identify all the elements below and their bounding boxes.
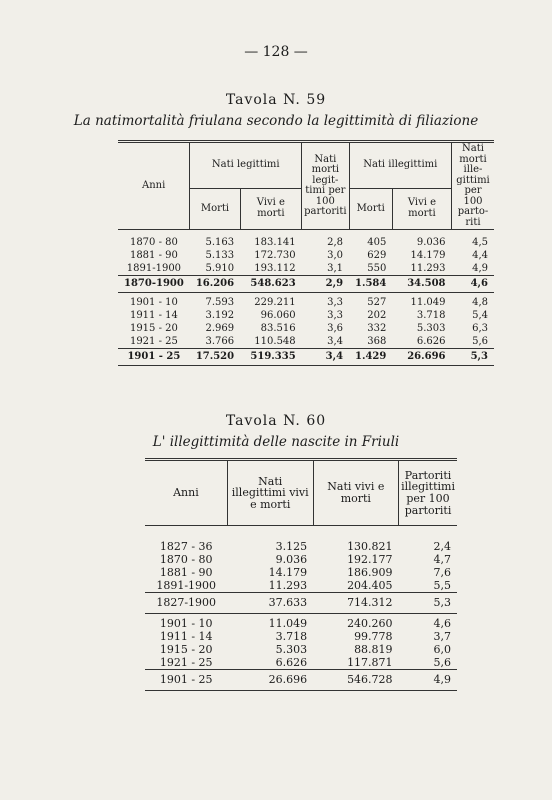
cell-vivi-e-morti-illegittimi: 14.179 (410, 250, 446, 261)
table-row-total (145, 593, 457, 614)
table-row (118, 322, 494, 335)
table-row (118, 262, 494, 276)
cell-nati: 546.728 (313, 670, 398, 691)
cell-partoriti: 3,7 (433, 630, 451, 643)
cell-vivi-e-morti-legittimi: 548.623 (240, 276, 302, 293)
cell-anni: 1891-1900 (156, 579, 217, 592)
cell-morti-illegittimi: 405 (367, 237, 387, 248)
cell-vivi-e-morti-illegittimi: 5.303 (416, 323, 446, 334)
cell-partoriti: 4,7 (433, 553, 451, 566)
cell-vivi-e-morti-legittimi: 519.335 (240, 349, 302, 366)
cell-anni: 1901 - 10 (159, 617, 213, 630)
cell-partoriti: 5,3 (399, 593, 457, 614)
cell-vivi-e-morti-illegittimi: 6.626 (416, 336, 446, 347)
cell-nati: 186.909 (347, 566, 393, 579)
cell-nati-morti-legittimi: 3,0 (327, 250, 344, 261)
cell-nati-morti-illegittimi: 4,9 (472, 263, 488, 274)
header-nati-morti-illegittimi: Nati morti ille- gittimi per 100 parto- riti (452, 142, 495, 230)
cell-vivi-e-morti-illegittimi: 11.293 (410, 263, 446, 274)
cell-anni: 1901 - 25 (145, 670, 227, 691)
cell-morti-legittimi: 16.206 (190, 276, 240, 293)
cell-nati-morti-illegittimi: 4,6 (452, 276, 495, 293)
cell-nati: 240.260 (347, 617, 393, 630)
cell-partoriti: 5,5 (433, 579, 451, 592)
cell-nati: 192.177 (347, 553, 393, 566)
cell-morti-legittimi: 2.969 (205, 323, 235, 334)
table-row (145, 656, 457, 670)
cell-nati-illegittimi: 3.718 (275, 630, 308, 643)
table-row (118, 249, 494, 262)
table-row (145, 579, 457, 593)
cell-anni: 1870 - 80 (159, 553, 213, 566)
header-vivi-e-morti-illegittimi: Vivi e morti (392, 188, 451, 229)
cell-nati-illegittimi: 11.293 (268, 579, 308, 592)
cell-partoriti: 4,9 (399, 670, 457, 691)
cell-morti-legittimi: 5.910 (205, 263, 235, 274)
cell-nati-morti-illegittimi: 4,5 (472, 237, 488, 248)
cell-anni: 1881 - 90 (159, 566, 213, 579)
cell-morti-legittimi: 3.192 (205, 310, 235, 321)
cell-morti-illegittimi: 368 (367, 336, 387, 347)
cell-nati-morti-legittimi: 3,4 (302, 349, 349, 366)
cell-morti-illegittimi: 202 (367, 310, 387, 321)
cell-nati-morti-illegittimi: 5,3 (452, 349, 495, 366)
table2-illegittimita (145, 458, 457, 691)
table-row (118, 296, 494, 309)
header-partoriti-illegittimi: Partoriti illegittimi per 100 partoriti (399, 460, 457, 526)
cell-morti-legittimi: 5.133 (205, 250, 235, 261)
cell-morti-illegittimi: 1.429 (349, 349, 392, 366)
cell-anni: 1901 - 10 (129, 297, 178, 308)
cell-vivi-e-morti-legittimi: 83.516 (260, 323, 296, 334)
header-nati-legittimi: Nati legittimi (190, 142, 302, 189)
cell-nati-morti-legittimi: 3,3 (327, 297, 344, 308)
cell-nati: 88.819 (354, 643, 393, 656)
cell-partoriti: 5,6 (433, 656, 451, 669)
cell-anni: 1870 - 80 (129, 237, 178, 248)
cell-morti-illegittimi: 527 (367, 297, 387, 308)
cell-partoriti: 7,6 (433, 566, 451, 579)
cell-nati-illegittimi: 26.696 (227, 670, 313, 691)
table1-title: Tavola N. 59 (225, 92, 327, 108)
cell-anni: 1827-1900 (145, 593, 227, 614)
header-nati-morti-legittimi: Nati morti legit- timi per 100 partoriti (302, 142, 349, 230)
cell-morti-illegittimi: 1.584 (349, 276, 392, 293)
cell-partoriti: 4,6 (433, 617, 451, 630)
cell-vivi-e-morti-legittimi: 229.211 (254, 297, 296, 308)
header-nati-illegittimi: Nati illegittimi (349, 142, 451, 189)
cell-vivi-e-morti-illegittimi: 9.036 (416, 237, 446, 248)
cell-nati-illegittimi: 9.036 (275, 553, 308, 566)
cell-vivi-e-morti-legittimi: 183.141 (254, 237, 296, 248)
cell-vivi-e-morti-illegittimi: 26.696 (392, 349, 451, 366)
cell-vivi-e-morti-illegittimi: 3.718 (416, 310, 446, 321)
cell-vivi-e-morti-legittimi: 96.060 (260, 310, 296, 321)
cell-anni: 1881 - 90 (129, 250, 178, 261)
cell-anni: 1901 - 25 (118, 349, 190, 366)
cell-morti-legittimi: 17.520 (190, 349, 240, 366)
table-row-total (145, 670, 457, 691)
cell-partoriti: 6,0 (433, 643, 451, 656)
cell-morti-legittimi: 3.766 (205, 336, 235, 347)
cell-vivi-e-morti-illegittimi: 34.508 (392, 276, 451, 293)
cell-nati: 204.405 (347, 579, 393, 592)
table-row-total (118, 349, 494, 366)
cell-nati-illegittimi: 5.303 (275, 643, 308, 656)
cell-anni: 1891-1900 (126, 263, 182, 274)
cell-anni: 1911 - 14 (129, 310, 178, 321)
table2-title: Tavola N. 60 (225, 413, 327, 429)
cell-anni: 1921 - 25 (159, 656, 213, 669)
cell-morti-legittimi: 5.163 (205, 237, 235, 248)
cell-nati: 117.871 (347, 656, 393, 669)
cell-morti-illegittimi: 550 (367, 263, 387, 274)
cell-nati-illegittimi: 14.179 (268, 566, 308, 579)
cell-morti-illegittimi: 629 (367, 250, 387, 261)
table-row (145, 630, 457, 643)
table-row (118, 236, 494, 249)
cell-nati-morti-legittimi: 3,1 (327, 263, 344, 274)
cell-anni: 1921 - 25 (129, 336, 178, 347)
cell-vivi-e-morti-legittimi: 110.548 (254, 336, 296, 347)
cell-nati-morti-illegittimi: 4,8 (472, 297, 488, 308)
cell-nati-morti-illegittimi: 4,4 (472, 250, 488, 261)
table-row (145, 566, 457, 579)
cell-morti-legittimi: 7.593 (205, 297, 235, 308)
page-number: — 128 — (244, 44, 308, 60)
cell-nati-illegittimi: 6.626 (275, 656, 308, 669)
cell-anni: 1827 - 36 (159, 540, 213, 553)
cell-nati: 99.778 (354, 630, 393, 643)
cell-nati-morti-illegittimi: 6,3 (472, 323, 488, 334)
table1-natimortalita (118, 140, 494, 366)
table-row (118, 309, 494, 322)
cell-nati-morti-legittimi: 3,6 (327, 323, 344, 334)
table-row (145, 617, 457, 630)
cell-nati-illegittimi: 37.633 (227, 593, 313, 614)
cell-nati: 130.821 (347, 540, 393, 553)
header-morti-illegittimi: Morti (349, 188, 392, 229)
cell-vivi-e-morti-legittimi: 193.112 (254, 263, 296, 274)
table1-subtitle: La natimortalità friulana secondo la legittimità di filiazione (73, 113, 479, 129)
cell-nati-morti-legittimi: 3,4 (327, 336, 344, 347)
cell-morti-illegittimi: 332 (367, 323, 387, 334)
cell-nati-morti-illegittimi: 5,6 (472, 336, 488, 347)
cell-partoriti: 2,4 (433, 540, 451, 553)
header-anni: Anni (145, 460, 227, 526)
cell-nati-morti-legittimi: 2,9 (302, 276, 349, 293)
cell-anni: 1915 - 20 (159, 643, 213, 656)
cell-nati-illegittimi: 3.125 (275, 540, 308, 553)
cell-anni: 1915 - 20 (129, 323, 178, 334)
cell-nati: 714.312 (313, 593, 398, 614)
header-anni: Anni (118, 142, 190, 230)
cell-anni: 1870-1900 (118, 276, 190, 293)
table-row (118, 335, 494, 349)
cell-vivi-e-morti-legittimi: 172.730 (254, 250, 296, 261)
cell-nati-morti-legittimi: 3,3 (327, 310, 344, 321)
cell-anni: 1911 - 14 (159, 630, 213, 643)
cell-nati-illegittimi: 11.049 (268, 617, 308, 630)
table-row (145, 540, 457, 553)
table-row-total (118, 276, 494, 293)
header-morti-legittimi: Morti (190, 188, 240, 229)
table2-subtitle: L' illegittimità delle nascite in Friuli (152, 434, 400, 450)
cell-vivi-e-morti-illegittimi: 11.049 (410, 297, 446, 308)
header-nati: Nati vivi e morti (313, 460, 398, 526)
cell-nati-morti-legittimi: 2,8 (327, 237, 344, 248)
header-nati-illegittimi: Nati illegittimi vivi e morti (227, 460, 313, 526)
cell-nati-morti-illegittimi: 5,4 (472, 310, 488, 321)
table-row (145, 553, 457, 566)
table-row (145, 643, 457, 656)
header-vivi-e-morti-legittimi: Vivi e morti (240, 188, 302, 229)
